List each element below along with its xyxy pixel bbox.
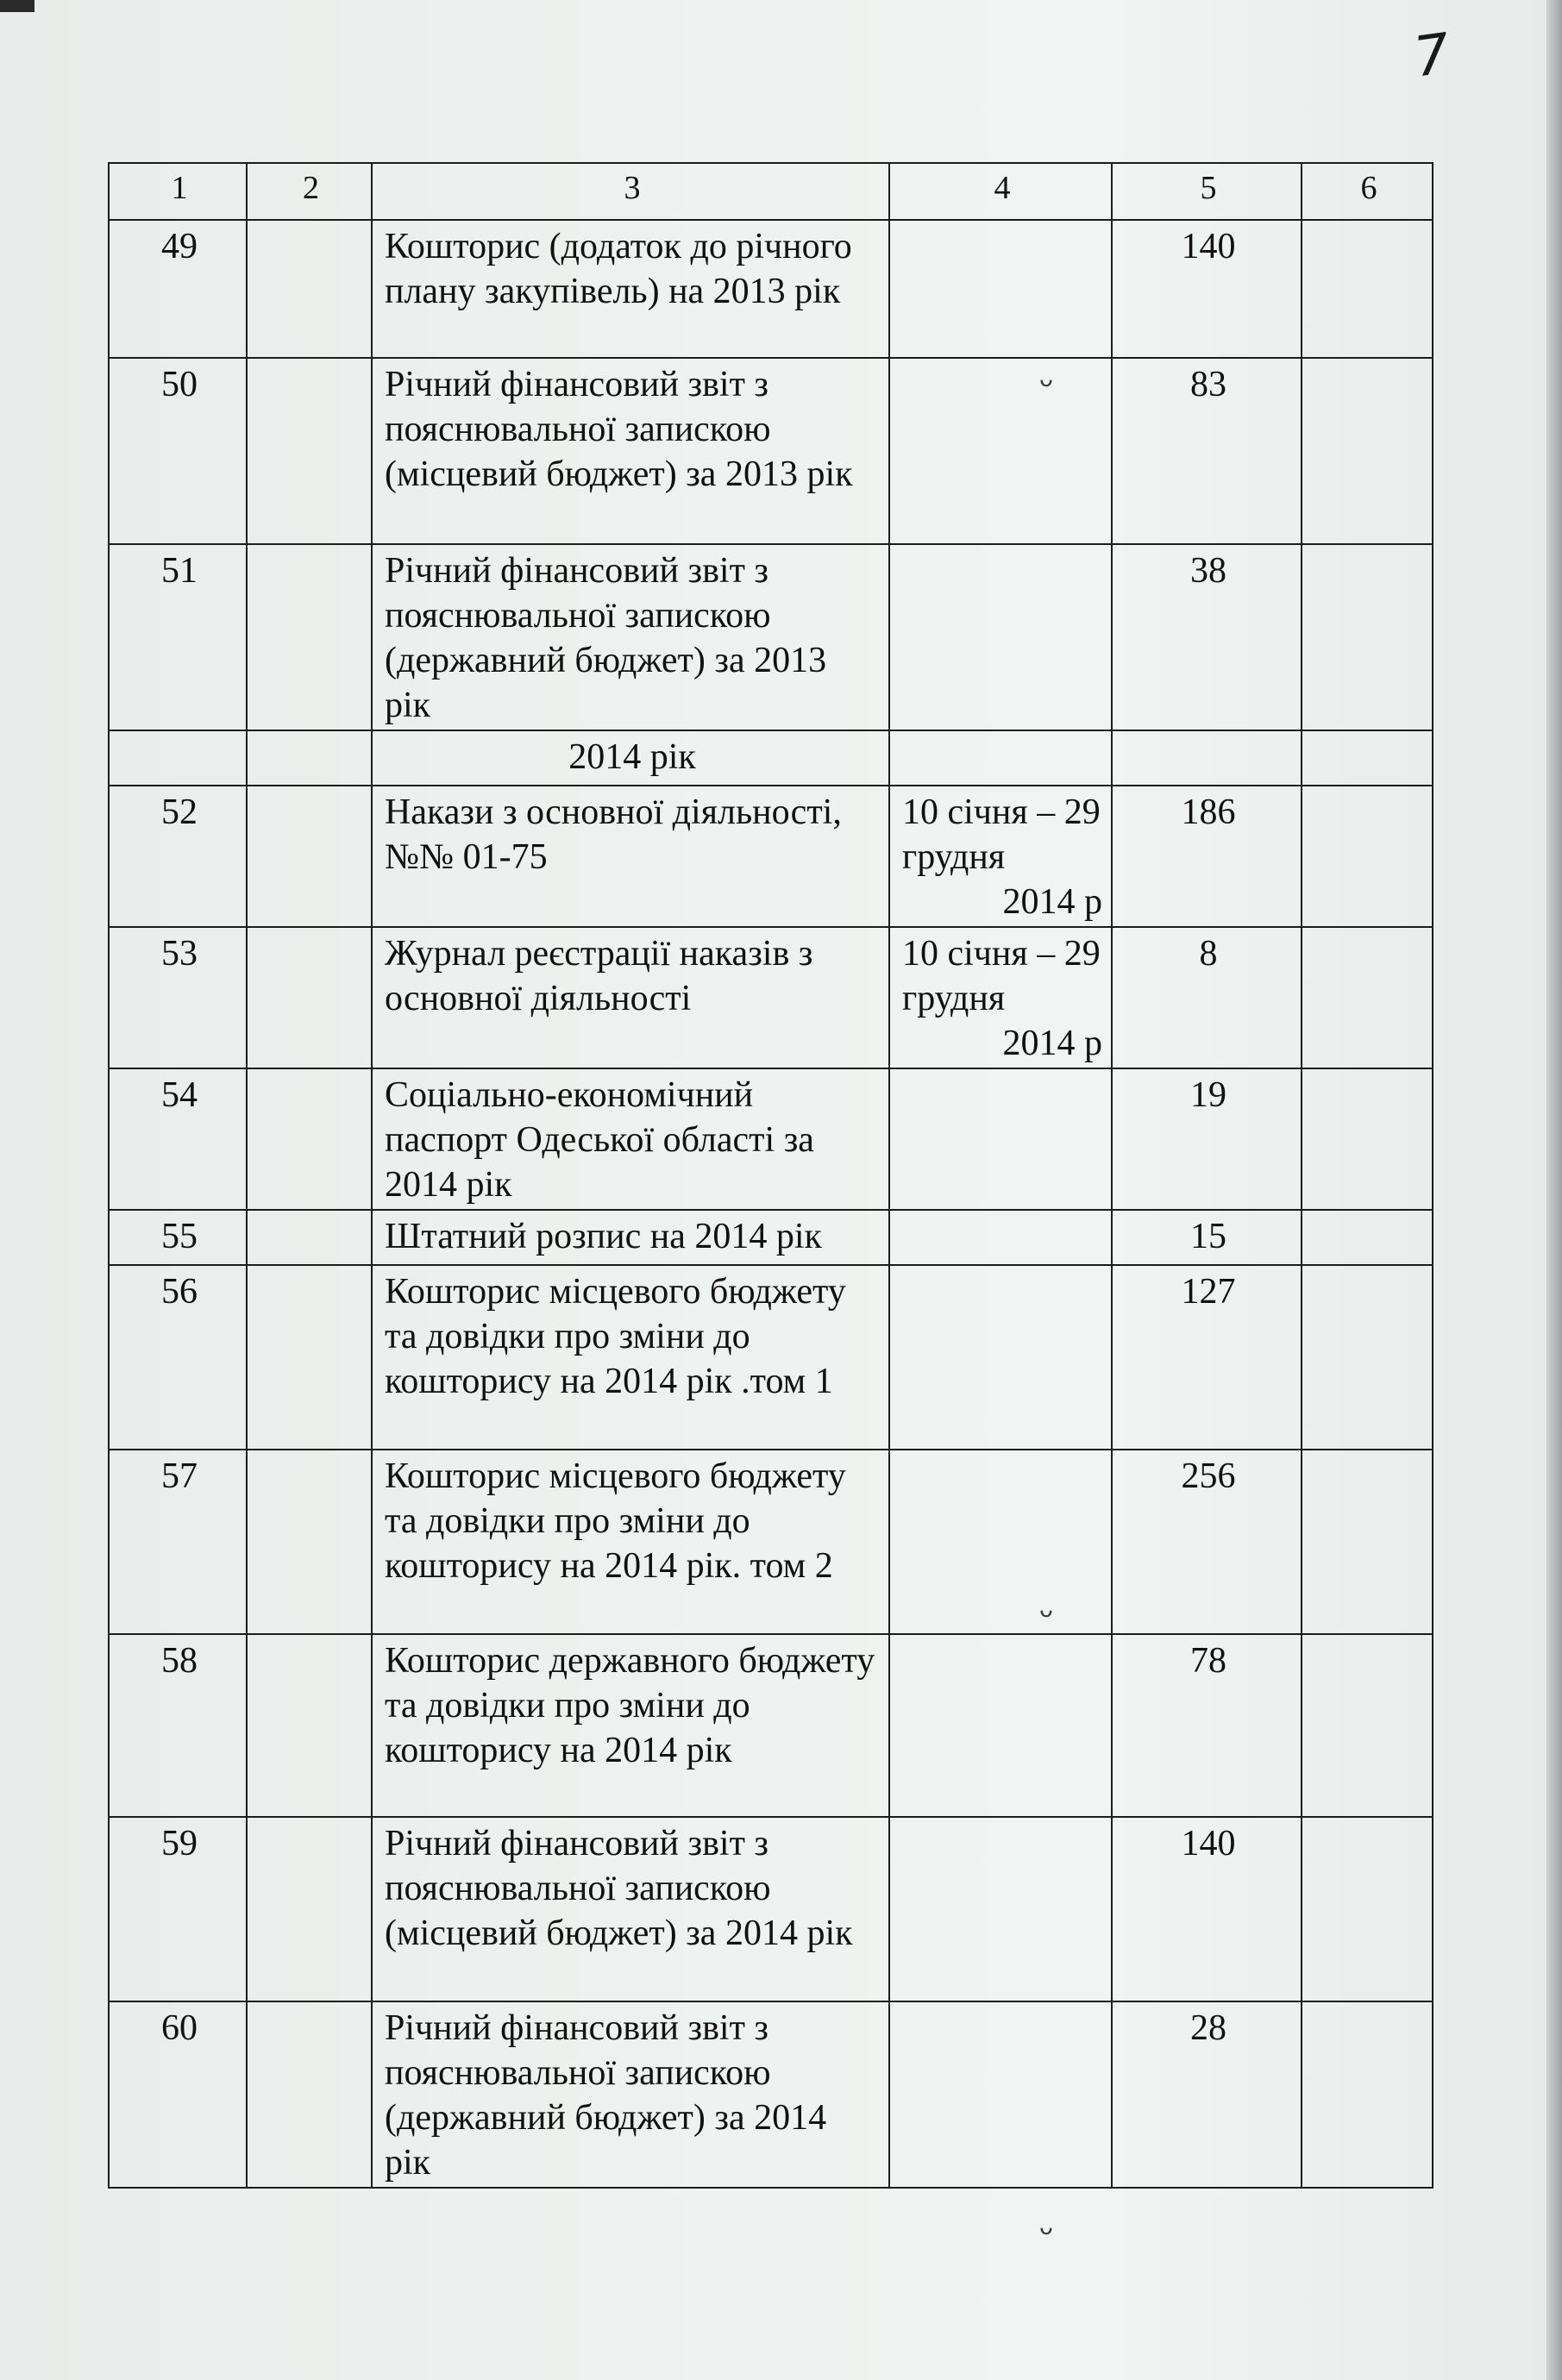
check-mark: ᴗ (1039, 366, 1053, 392)
table-header-row (109, 163, 1433, 220)
index-cell (247, 1450, 372, 1634)
index-cell (247, 544, 372, 730)
index-cell (247, 927, 372, 1068)
document-title: Накази з основної діяльності, №№ 01-75 (372, 786, 889, 927)
table-body-2013 (109, 220, 1433, 730)
handwritten-page-number: 7 (1410, 22, 1454, 91)
column-header: 2 (247, 163, 372, 220)
document-title: Кошторис державного бюджету та довідки про зміни до кошторису на 2014 рік (372, 1634, 889, 1817)
date-range (889, 1265, 1112, 1450)
sheet-count: 140 (1112, 220, 1302, 358)
date-range (889, 1068, 1112, 1210)
index-cell (247, 220, 372, 358)
date-range-year: 2014 р (1002, 1024, 1102, 1063)
index-cell (247, 1634, 372, 1817)
notes-cell (1302, 1817, 1433, 2001)
notes-cell (1302, 1210, 1433, 1265)
sheet-count: 186 (1112, 786, 1302, 927)
sheet-count: 19 (1112, 1068, 1302, 1210)
document-title: Річний фінансовий звіт з пояснювальної запискою (державний бюджет) за 2013 рік (372, 544, 889, 730)
date-range (889, 1817, 1112, 2001)
page-edge-shadow (1546, 0, 1562, 2380)
row-number: 57 (109, 1450, 247, 1634)
document-title: Штатний розпис на 2014 рік (372, 1210, 889, 1265)
notes-cell (1302, 1450, 1433, 1634)
table-row (109, 2001, 1433, 2188)
notes-cell (1302, 544, 1433, 730)
year-separator (109, 730, 1433, 786)
column-header: 3 (372, 163, 889, 220)
date-range (889, 1210, 1112, 1265)
document-title: Річний фінансовий звіт з пояснювальної запискою (місцевий бюджет) за 2013 рік (372, 358, 889, 544)
notes-cell (1302, 1265, 1433, 1450)
table-row (109, 1634, 1433, 1817)
document-title: Кошторис місцевого бюджету та довідки про зміни до кошторису на 2014 рік. том 2 (372, 1450, 889, 1634)
notes-cell (1302, 2001, 1433, 2188)
date-range-start: 10 січня – 29 грудня (902, 792, 1101, 877)
date-range-start: 10 січня – 29 грудня (902, 934, 1101, 1018)
index-cell (247, 1068, 372, 1210)
row-number: 55 (109, 1210, 247, 1265)
table-row (109, 786, 1433, 927)
sheet-count: 127 (1112, 1265, 1302, 1450)
table-row (109, 1265, 1433, 1450)
table-row (109, 358, 1433, 544)
row-number: 59 (109, 1817, 247, 2001)
notes-cell (1302, 786, 1433, 927)
table-row (109, 544, 1433, 730)
index-cell (247, 786, 372, 927)
document-title: Річний фінансовий звіт з пояснювальної запискою (місцевий бюджет) за 2014 рік (372, 1817, 889, 2001)
notes-cell (1302, 1634, 1433, 1817)
index-cell (247, 1210, 372, 1265)
document-title: Кошторис (додаток до річного плану закупівель) на 2013 рік (372, 220, 889, 358)
row-number: 52 (109, 786, 247, 927)
document-title: Річний фінансовий звіт з пояснювальної запискою (державний бюджет) за 2014 рік (372, 2001, 889, 2188)
column-header: 4 (889, 163, 1112, 220)
table-row (109, 1450, 1433, 1634)
row-number: 60 (109, 2001, 247, 2188)
year-label: 2014 рік (372, 730, 889, 786)
table-row (109, 1068, 1433, 1210)
row-number: 54 (109, 1068, 247, 1210)
row-number: 58 (109, 1634, 247, 1817)
sheet-count: 28 (1112, 2001, 1302, 2188)
index-cell (247, 1265, 372, 1450)
notes-cell (1302, 220, 1433, 358)
row-number: 50 (109, 358, 247, 544)
row-number: 51 (109, 544, 247, 730)
date-range-year: 2014 р (1002, 882, 1102, 922)
sheet-count: 256 (1112, 1450, 1302, 1634)
year-row (109, 730, 1433, 786)
date-range (889, 544, 1112, 730)
document-title: Журнал реєстрації наказів з основної діяльності (372, 927, 889, 1068)
document-title: Соціально-економічний паспорт Одеської області за 2014 рік (372, 1068, 889, 1210)
row-number: 53 (109, 927, 247, 1068)
sheet-count: 15 (1112, 1210, 1302, 1265)
column-header: 6 (1302, 163, 1433, 220)
index-cell (247, 358, 372, 544)
sheet-count: 140 (1112, 1817, 1302, 2001)
notes-cell (1302, 927, 1433, 1068)
date-range (889, 358, 1112, 544)
index-cell (247, 2001, 372, 2188)
date-range (889, 786, 1112, 927)
column-header: 5 (1112, 163, 1302, 220)
notes-cell (1302, 358, 1433, 544)
row-number: 56 (109, 1265, 247, 1450)
sheet-count: 38 (1112, 544, 1302, 730)
date-range (889, 927, 1112, 1068)
sheet-count: 78 (1112, 1634, 1302, 1817)
document-title: Кошторис місцевого бюджету та довідки про зміни до кошторису на 2014 рік .том 1 (372, 1265, 889, 1450)
page-corner-shadow (0, 0, 35, 12)
check-mark: ᴗ (1039, 1597, 1053, 1623)
row-number: 49 (109, 220, 247, 358)
table-row (109, 1817, 1433, 2001)
table-body-2014 (109, 786, 1433, 2188)
table-row (109, 220, 1433, 358)
check-mark: ᴗ (1039, 2214, 1053, 2240)
date-range (889, 220, 1112, 358)
sheet-count: 8 (1112, 927, 1302, 1068)
sheet-count: 83 (1112, 358, 1302, 544)
archive-inventory-table (108, 162, 1433, 2189)
notes-cell (1302, 1068, 1433, 1210)
index-cell (247, 1817, 372, 2001)
date-range (889, 2001, 1112, 2188)
table-row (109, 927, 1433, 1068)
column-header: 1 (109, 163, 247, 220)
date-range (889, 1634, 1112, 1817)
table-row (109, 1210, 1433, 1265)
date-range (889, 1450, 1112, 1634)
